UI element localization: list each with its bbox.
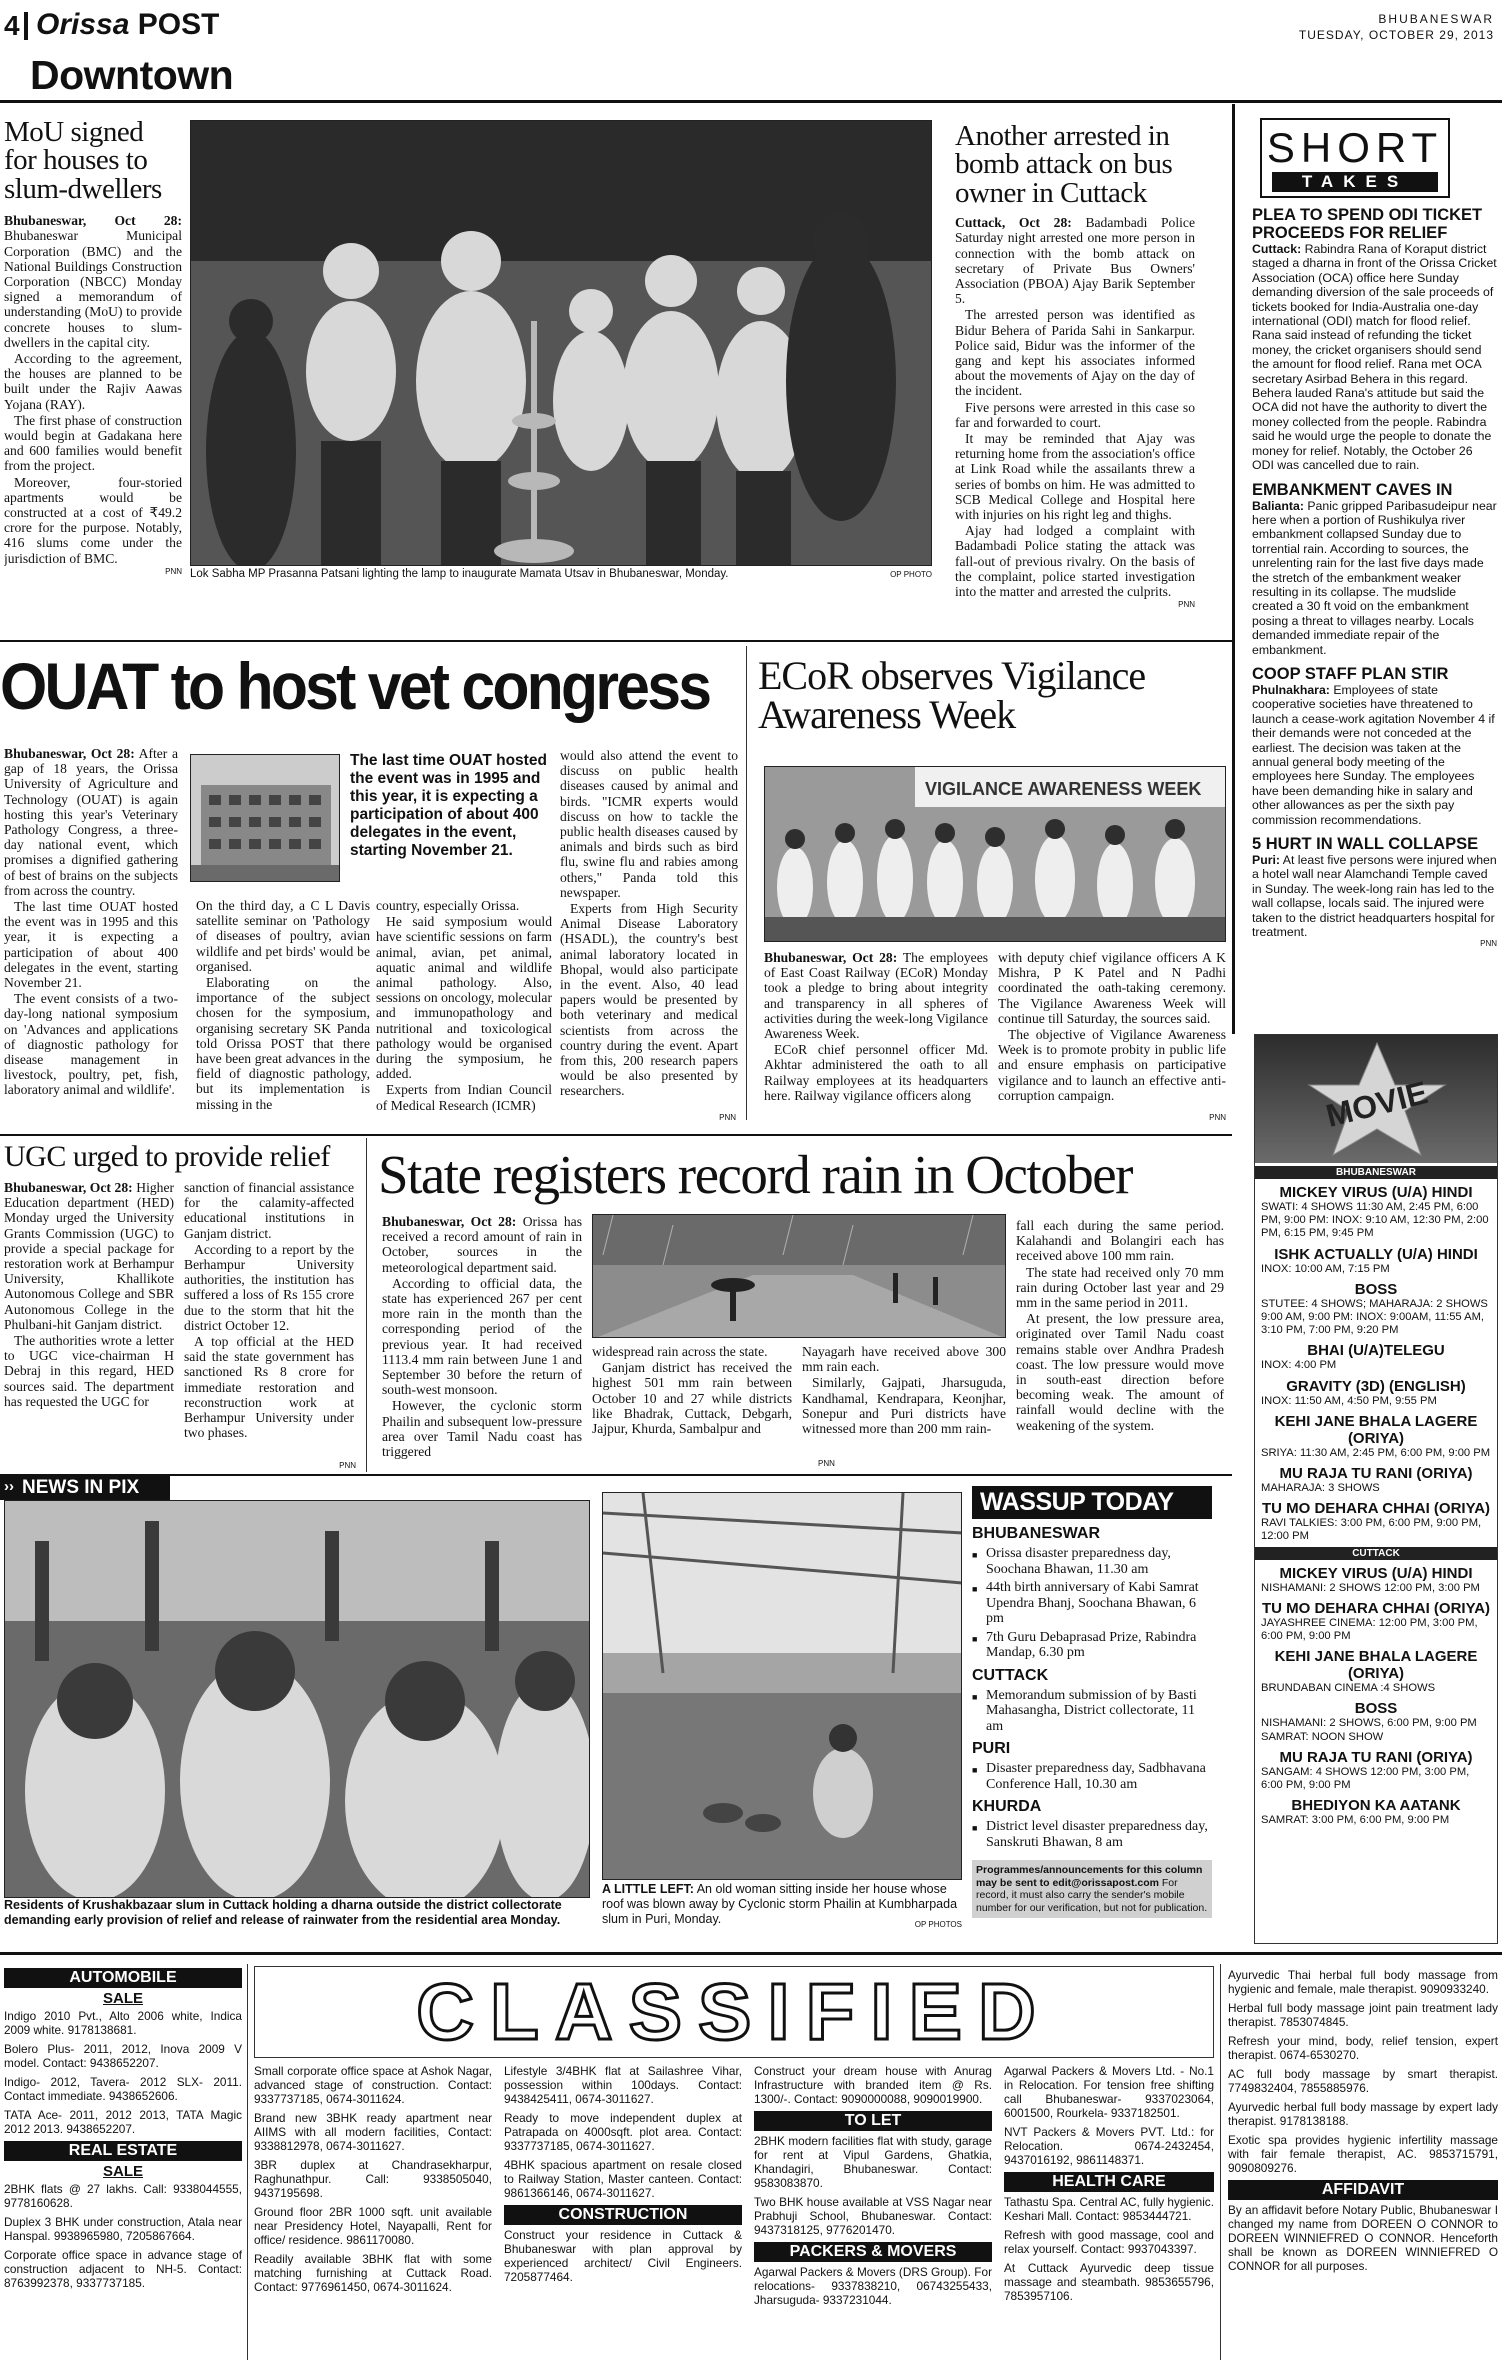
brand-logo: Orissa POST bbox=[36, 8, 220, 41]
movie-name: ISHK ACTUALLY (U/A) HINDI bbox=[1274, 1245, 1478, 1263]
movie-showtimes: INOX: 11:50 AM, 4:50 PM, 9:55 PM bbox=[1261, 1394, 1437, 1407]
movie-name: MU RAJA TU RANI (ORIYA) bbox=[1279, 1748, 1473, 1766]
ouat-pullquote: The last time OUAT hosted the event was in 1995 and this year, it is expecting a participation of about 400 delegates in the event, starting November 21. bbox=[350, 752, 547, 859]
ouat-building-photo bbox=[190, 754, 340, 882]
movie-showtimes: NISHAMANI: 2 SHOWS 12:00 PM, 3:00 PM bbox=[1261, 1581, 1480, 1594]
movie-showtimes: RAVI TALKIES: 3:00 PM, 6:00 PM, 9:00 PM, 12:00 PM bbox=[1261, 1517, 1482, 1543]
top-photo-caption: Lok Sabha MP Prasanna Patsani lighting the lamp to inaugurate Mamata Utsav in Bhubaneswar, Monday. OP PHOTO bbox=[190, 568, 932, 580]
bomb-credit: PNN bbox=[1178, 600, 1195, 610]
movie-showtimes: BRUNDABAN CINEMA :4 SHOWS bbox=[1261, 1682, 1436, 1695]
movie-name: BOSS bbox=[1354, 1700, 1398, 1718]
movie-name: MICKEY VIRUS (U/A) HINDI bbox=[1279, 1564, 1473, 1582]
old-woman-photo bbox=[602, 1492, 962, 1880]
rain-col2: widespread rain across the state. Ganjam district has received the highest 501 mm rain between October 10 and 27 while districts like Bhadrak, Cuttack, Debgarh, Jajpur, Khurda, Sambalpur and bbox=[592, 1344, 792, 1437]
ouat-col4: would also attend the event to discuss on public health diseases caused by animal and birds. "ICMR experts would discuss on how to tackle the public health diseases caused by animals and birds such as bird flu, swine flu and rabies among others," Panda told this newspaper. Experts from High Security Animal Disease Laboratory (HSADL), the country's best animal laboratory located in Bhopal, would also participate in the event. Also, 40 lead papers would be presented by both veterinary and medical scientists from across the country during the event. Apart from this, 200 research papers would be also presented by researchers. bbox=[560, 748, 738, 1099]
mou-story bbox=[4, 118, 182, 638]
movie-banner bbox=[1255, 1035, 1497, 1163]
rain-col4: fall each during the same period. Kalahandi and Bolangiri each has received above 100 mm rain. The state had received only 70 mm rain during October last year and 29 mm in the same period in 2011. At present, the low pressure area, originated over Tamil Nadu coast remains stable over Andhra Pradesh coast. The low pressure would move in south-east direction before becoming weak. The amount of rainfall would decline with the weakening of the system. bbox=[1016, 1218, 1224, 1433]
ugc-headline: UGC urged to provide relief bbox=[4, 1142, 330, 1173]
movie-name: GRAVITY (3D) (ENGLISH) bbox=[1286, 1377, 1466, 1395]
dharna-photo bbox=[4, 1500, 590, 1898]
movie-name: BOSS bbox=[1354, 1280, 1398, 1298]
movie-name: KEHI JANE BHALA LAGERE (ORIYA) bbox=[1274, 1648, 1478, 1683]
movie-title: MOVIE bbox=[1322, 1074, 1432, 1134]
vigilance-oath-photo bbox=[764, 766, 1226, 942]
movie-showtimes: SANGAM: 4 SHOWS 12:00 PM, 3:00 PM, 6:00 PM, 9:00 PM bbox=[1261, 1765, 1470, 1792]
ugc-story: UGC urged to provide relief Bhubaneswar, Oct 28: Higher Education department (HED) Monday urged the University Grants Commission (UGC) to provide a special package for restoration work at Berhampur University, Khallikote Autonomous College and SBR Autonomous College in the Phulbani-hit Ganjam district. The authorities wrote a letter to UGC vice-chairman H Debraj in this regard, HED sources said. The department has requested the UGC for sanction of financial assistance for the calamity-affected educational institutions in Ganjam district. According to a report by the Berhampur University authorities, the institution has suffered a loss of Rs 155 crore due to the storm that hit the district October 12. A top official at the HED said the state government has sanctioned Rs 8 crore for immediate restoration and reconstruction work at Berhampur University under two phases. PNN bbox=[4, 1142, 356, 1470]
short-take-item: COOP STAFF PLAN STIR Phulnakhara: Employees of state cooperative societies have threatened to launch a cease-work agitation November 4 if their demands were not conceded at the earliest. The decision was taken at the annual general body meeting of the employees here Sunday. The employees have been demanding hike in salary and other allowances as per the sixth pay commission recommendations. bbox=[1252, 664, 1495, 827]
classified-col5: Agarwal Packers & Movers Ltd. - No.1 in Relocation. For tension free shifting call Bhubaneswar- 9337023064, 6001500, Rourkela- 9337182501. NVT Packers & Movers PVT. Ltd.: for Relocation. 0674-2432454, 9437016192, 9861148371. HEALTH CARE Tathastu Spa. Central AC, fully hygienic. Keshari Mall. Contact: 9853444721. Refresh with good massage, cool and relax yourself. Contact: 9937043397. At Cuttack Ayurvedic deep tissue massage and steambath. 9853655796, 7853957106. bbox=[1004, 2064, 1214, 2303]
vigilance-banner-text: VIGILANCE AWARENESS WEEK bbox=[925, 779, 1202, 799]
rain-story: State registers record rain in October Bhubaneswar, Oct 28: Orissa has received a record amount of rain in October, sources in the meteorological department said. According to official data, the state has experienced 267 per cent more rain in the month than the corresponding period of the previous year. It had received 1113.4 mm rain between June 1 and September 30 before the return of south-west monsoon. However, the cyclonic storm Phailin and subsequent low-pressure area over Tamil Nadu coast has triggered widespread rain across the state. Ganjam district has received the highest 501 mm rain between October 10 and 27 while districts like Bhadrak, Cuttack, Debgarh, Jajpur, Khurda, Sambalpur and Nayagarh have received above 300 mm rain each. Similarly, Gajpati, Jharsuguda, Kandhamal, Kendrapara, Keonjhar, Sonepur and Puri districts have witnessed more than 200 mm rain- fall each during the same period. Kalahandi and Bolangiri each has received above 100 mm rain. The state had received only 70 mm rain during October last year and 29 mm in the same period in 2011. At present, the low pressure area, originated over Tamil Nadu coast remains stable over Andhra Pradesh coast. The low pressure would move in south-east direction before becoming weak. The amount of rainfall would decline with the weakening of the system. PNN bbox=[378, 1148, 1228, 1470]
movie-showtimes: JAYASHREE CINEMA: 12:00 PM, 3:00 PM, 6:00 PM, 9:00 PM bbox=[1261, 1616, 1478, 1643]
news-in-pix-label: NEWS IN PIX ›› bbox=[0, 1476, 170, 1500]
old-woman-caption: A LITTLE LEFT: An old woman sitting inside her house whose roof was blown away by Cyclonic storm Phailin at Kumbharpada slum in Puri, Monday. OP PHOTOS bbox=[602, 1882, 962, 1929]
wassup-title: WASSUP TODAY bbox=[972, 1486, 1212, 1519]
classified-col3: Lifestyle 3/4BHK flat at Sailashree Vihar, possession within 100days. Contact: 9438425411, 0674-3011627. Ready to move independent duplex at Patrapada on 4000sqft. plot area. Contact: 9337737185, 0674-3011627. 4BHK spacious apartment on resale closed to Railway Station, Master canteen. Contact: 9861366146, 0674-3011627. CONSTRUCTION Construct your residence in Cuttack & Bhubaneswar with plan approval by experienced architect/ Civil Engineers. 7205877464. bbox=[504, 2064, 742, 2284]
movie-name: BHAI (U/A)TELEGU bbox=[1307, 1342, 1445, 1360]
ecor-col2: with deputy chief vigilance officers A K Mishra, P K Patel and N Padhi coordinated the oath-taking ceremony. The Vigilance Awareness Week will continue till Saturday, the sources said. The objective of Vigilance Awareness Week is to promote probity in public life and ensure emphasis on participative vigilance and to launch an effective anti-corruption campaign. bbox=[998, 950, 1226, 1103]
ouat-col1: Bhubaneswar, Oct 28: After a gap of 18 years, the Orissa University of Agriculture and Technology (OUAT) is again hosting this year's Veterinary Pathology Congress, a three-day national event, which promises a dignified gathering of best of brains on the subjects from across the country. The last time OUAT hosted the event was in 1995 and this year, it is expecting a participation of about 400 delegates in the event, starting November 21. The event consists of a two-day-long national symposium on 'Advances and applications of diagnostic pathology for disease management in livestock, poultry, pet, fish, laboratory animal and wildlife'. bbox=[4, 746, 178, 1098]
masthead-city: BHUBANESWAR bbox=[1378, 12, 1494, 26]
short-take-item: EMBANKMENT CAVES IN Balianta: Panic gripped Paribasudeipur near here when a portion of Rushikulya river embankment collapsed Sunday due to torrential rain. According to sources, the unrelenting rain for the last five days made the stretch of the embankment weaker resulting in its collapse. The mudslide created a 30 ft void on the embankment posing a threat to villages nearby. Locals demanded immediate repair of the embankment. bbox=[1252, 480, 1497, 657]
bomb-story bbox=[955, 122, 1195, 634]
ouat-story: OUAT to host vet congress Bhubaneswar, Oct 28: After a gap of 18 years, the Orissa University of Agriculture and Technology (OUAT) is again hosting this year's Veterinary Pathology Congress, a three-day national event, which promises a dignified gathering of best of brains on the subjects from across the country. The last time OUAT hosted the event was in 1995 and this year, it is expecting a participation of about 400 delegates in the event, starting November 21. The event consists of a two-day-long national symposium on 'Advances and applications of diagnostic pathology for disease management in livestock, poultry, pet, fish, laboratory animal and wildlife'. The last time OUAT hosted the event was in 1995 and this year, it is expecting a participation of about 400 delegates in the event, starting November 21. On the third day, a C L Davis satellite seminar on 'Pathology of diseases of poultry, avian wildlife and pet birds' would be organised. Elaborating on the importance of the subject chosen for the symposium, organising secretary SK Panda told Orissa POST that there have been great advances in the field of diagnostic pathology, but its implementation is missing in the country, especially Orissa. He said symposium would have scientific sessions on farm animal, avian, pet animal, aquatic animal and wildlife animal pathology. Also, sessions on oncology, molecular and immunopathology and nutritional and toxicological pathology would be organised during the symposium, he added. Experts from Indian Council of Medical Research (ICMR) would also attend the event to discuss on public health diseases caused by animal and birds. "ICMR experts would discuss on how to tackle the public health diseases caused by animals and birds such as bird flu, swine flu and rabies among others," Panda told this newspaper. Experts from High Security Animal Disease Laboratory (HSADL), the country's best animal laboratory located in Bhopal, would also participate in the event. Also, 40 lead papers would be presented by both veterinary and medical scientists from across the country during the event. Apart from this, 200 research papers would be also presented by researchers. PNN bbox=[0, 649, 738, 1122]
wassup-today: WASSUP TODAY BHUBANESWAR ■ Orissa disaster preparedness day, Soochana Bhawan, 11.30 am ■ 44th birth anniversary of Kabi Samrat Upendra Bhanj, Soochana Bhawan, 6 pm ■ 7th Guru Debaprasad Prize, Rabindra Mandap, 6.30 pm CUTTACK ■ Memorandum submission of by Basti Mahasangha, District collectorate, 11 am PURI ■ Disaster preparedness day, Sadbhavana Conference Hall, 10.30 am KHURDA ■ District level disaster preparedness day, Sanskruti Bhawan, 8 am Programmes/announcements for this column may be sent to edit@orissapost.com For record, it must also carry the sender's mobile number for our verification, but not for publication. bbox=[972, 1486, 1212, 1936]
movie-name: TU MO DEHARA CHHAI (ORIYA) bbox=[1261, 1599, 1491, 1617]
ouat-col3: country, especially Orissa. He said symposium would have scientific sessions on farm animal, avian, pet animal, aquatic animal and wildlife animal pathology. Also, sessions on oncology, molecular and immunopathology and nutritional and toxicological pathology would be organised during the symposium, he added. Experts from Indian Council of Medical Research (ICMR) bbox=[376, 898, 552, 1113]
movie-showtimes: INOX: 4:00 PM bbox=[1261, 1359, 1337, 1372]
classified-section bbox=[0, 1960, 1502, 2362]
short-take-item: 5 HURT IN WALL COLLAPSE Puri: At least five persons were injured when a hotel wall near Alamchandi Temple caved in Sunday. The week-long rain has led to the wall collapse, locals said. The injured were taken to the district headquarters hospital for treatment. bbox=[1252, 835, 1497, 940]
ecor-story: ECoR observes Vigilance Awareness Week VIGILANCE AWARENESS WEEK Bhubaneswar, Oct 28: The employees of East Coast Railway (ECoR) Monday took a pledge to bring about integrity and transparency in all spheres of activities during the week-long Vigilance Awareness Week. ECoR chief personnel officer Md. Akhtar administered the oath to all Railway employees at its headquarters here. Railway vigilance officers along with deputy chief vigilance officers A K Mishra, P K Patel and N Padhi coordinated the oath-taking ceremony. The Vigilance Awareness Week will continue till Saturday, the sources said. The objective of Vigilance Awareness Week is to promote probity in public life and ensure emphasis on participative vigilance and to launch an effective anti-corruption campaign. PNN bbox=[758, 656, 1226, 1122]
mou-headline: MoU signed for houses to slum-dwellers bbox=[4, 118, 162, 205]
ouat-col2: On the third day, a C L Davis satellite seminar on 'Pathology of diseases of poultry, avian wildlife and pet birds' would be organised. Elaborating on the importance of the subject chosen for the symposium, organising secretary SK Panda told Orissa POST that there have been great advances in the field of diagnostic pathology, but its implementation is missing in the bbox=[196, 898, 370, 1112]
classified-automobile: AUTOMOBILE SALE Indigo 2010 Pvt., Alto 2006 white, Indica 2009 white. 9178138681. Bolero Plus- 2011, 2012, Inova 2009 V model. Contact: 9438652207. Indigo- 2012, Tavera- 2012 SLX- 2011. Contact immediate. 9438652606. TATA Ace- 2011, 2012 2013, TATA Magic 2012 2013. 9438652207. REAL ESTATE SALE 2BHK flats @ 27 lakhs. Call: 9338044555, 9778160628. Duplex 3 BHK under construction, Atala near Hanspal. 9938965980, 7205867664. Corporate office space in advance stage of construction adjacent to NH-5. Contact: 8763992378, 9337737185. bbox=[4, 1969, 242, 2290]
classified-col2: Small corporate office space at Ashok Nagar, advanced stage of construction. Contact: 9337737185, 0674-3011624. Brand new 3BHK ready apartment near AIIMS with all modern facilities, Contact: 9338812978, 0674-3011627. 3BR duplex at Chandrasekharpur, Raghunathpur. Call: 9338505040, 9437195698. Ground floor 2BR 1000 sqft. unit available near Presidency Hotel, Nayapalli, Rent for office/ residence. 9861170080. Readily available 3BHK flat with some matching furnishing at Cuttack Road. Contact: 9776961450, 0674-3011624. bbox=[254, 2064, 492, 2294]
movie-showtimes: SAMRAT: 3:00 PM, 6:00 PM, 9:00 PM bbox=[1261, 1814, 1450, 1827]
ecor-headline: ECoR observes Vigilance Awareness Week bbox=[758, 656, 1146, 738]
mou-body: Bhubaneswar, Oct 28: Bhubaneswar Municipal Corporation (BMC) and the National Buildings Construction Corporation (NBCC) Monday signed a memorandum of understanding (MoU) to provide concrete houses to slum-dwellers in the capital city. According to the agreement, the houses are planned to be built under the Rajiv Aawas Yojana (RAY). The first phase of construction would begin at Gadakana here and 600 families would benefit from the project. Moreover, four-storied apartments would be constructed at a cost of ₹49.2 crore for the purpose. Notably, 416 slums come under the jurisdiction of BMC. bbox=[4, 213, 182, 566]
ouat-headline: OUAT to host vet congress bbox=[0, 649, 710, 723]
bomb-headline: Another arrested in bomb attack on bus owner in Cuttack bbox=[955, 122, 1173, 209]
section-title: Downtown bbox=[30, 52, 234, 98]
movie-name: TU MO DEHARA CHHAI (ORIYA) bbox=[1261, 1500, 1491, 1518]
page-number: 4 bbox=[4, 10, 20, 41]
rain-headline: State registers record rain in October bbox=[378, 1148, 1132, 1205]
movie-showtimes: MAHARAJA: 3 SHOWS bbox=[1261, 1482, 1380, 1495]
movie-name: MU RAJA TU RANI (ORIYA) bbox=[1279, 1465, 1473, 1483]
movie-showtimes: INOX: 10:00 AM, 7:15 PM bbox=[1261, 1262, 1390, 1275]
classified-col6: Ayurvedic Thai herbal full body massage from hygienic and female, male therapist. 9090933240. Herbal full body massage joint pain treatment lady therapist. 7853074845. Refresh your mind, body, relief tension, expert therapist. 0674-6530270. AC full body massage by smart therapist. 7749832404, 7855885976. Ayurvedic herbal full body massage by expert lady therapist. 9178138188. Exotic spa provides hygienic infertility massage with fair female therapist, AC. 9853715791, 9090809276. AFFIDAVIT By an affidavit before Notary Public, Bhubaneswar I changed my name from DOREEN O CONNOR to DOREEN WINNIEFRED O CONNOR. Henceforth shall be known as DOREEN WINNIEFRED O CONNOR for all purposes. bbox=[1228, 1968, 1498, 2273]
movie-showtimes: SRIYA: 11:30 AM, 2:45 PM, 6:00 PM, 9:00 PM bbox=[1261, 1446, 1491, 1459]
rain-col1: Bhubaneswar, Oct 28: Orissa has received a record amount of rain in October, sources in the meteorological department said. According to official data, the state has experienced 267 per cent more rain in the month than the corresponding period of the previous year. It had received 1113.4 mm rain between June 1 and September 30 before the return of south-west monsoon. However, the cyclonic storm Phailin and subsequent low-pressure area over Tamil Nadu coast has triggered bbox=[382, 1214, 582, 1460]
movie-showtimes: STUTEE: 4 SHOWS; MAHARAJA: 2 SHOWS 9:00 AM, 9:00 PM: INOX: 9:00AM, 11:55 AM, 3:10 PM, 7:00 PM, 9:20 PM bbox=[1261, 1297, 1488, 1337]
movie-name: KEHI JANE BHALA LAGERE (ORIYA) bbox=[1274, 1412, 1478, 1447]
ugc-col1: Bhubaneswar, Oct 28: Higher Education department (HED) Monday urged the University Grants Commission (UGC) to provide a special package for restoration work at Berhampur University, Khallikote Autonomous College and SBR Autonomous College in the Phulbani-hit Ganjam district. The authorities wrote a letter to UGC vice-chairman H Debraj in this regard, HED sources said. The department has requested the UGC for bbox=[4, 1180, 174, 1409]
movie-showtimes: NISHAMANI: 2 SHOWS, 6:00 PM, 9:00 PM SAMRAT: NOON SHOW bbox=[1261, 1717, 1477, 1743]
short-take-item: PLEA TO SPEND ODI TICKET PROCEEDS FOR RELIEF Cuttack: Rabindra Rana of Koraput district staged a dharna in front of the Orissa Cricket Association (OCA) office here Sunday demanding diversion of the sale proceeds of tickets booked for India-Australia one-day international (ODI) match for flood relief. Rana said instead of refunding the ticket money, the cricket organisers should send the amount for flood relief. Rana met OCA secretary Asirbad Behera in this regard. Behera lauded Rana's attitude but said the OCA did not have the authority to divert the money collected from the people. Rabindra said he would urge the people to donate the money for relief. Notably, the October 26 ODI was cancelled due to rain. bbox=[1252, 206, 1497, 473]
movie-listings: MOVIE BHUBANESWAR MICKEY VIRUS (U/A) HINDI SWATI: 4 SHOWS 11:30 AM, 2:45 PM, 6:00 PM, 9:00 PM: INOX: 9:10 AM, 12:30 PM, 2:00 PM, 6:15 PM, 9:45 PM ISHK ACTUALLY (U/A) HINDI INOX: 10:00 AM, 7:15 PM BOSS STUTEE: 4 SHOWS; MAHARAJA: 2 SHOWS 9:00 AM, 9:00 PM: INOX: 9:00AM, 11:55 AM, 3:10 PM, 7:00 PM, 9:20 PM BHAI (U/A)TELEGU INOX: 4:00 PM GRAVITY (3D) (ENGLISH) INOX: 11:50 AM, 4:50 PM, 9:55 PM KEHI JANE BHALA LAGERE (ORIYA) SRIYA: 11:30 AM, 2:45 PM, 6:00 PM, 9:00 PM MU RAJA TU RANI (ORIYA) MAHARAJA: 3 SHOWS TU MO DEHARA CHHAI (ORIYA) RAVI TALKIES: 3:00 PM, 6:00 PM, 9:00 PM, 12:00 PM CUTTACK MICKEY VIRUS (U/A) HINDI NISHAMANI: 2 SHOWS 12:00 PM, 3:00 PM TU MO DEHARA CHHAI (ORIYA) JAYASHREE CINEMA: 12:00 PM, 3:00 PM, 6:00 PM, 9:00 PM KEHI JANE BHALA LAGERE (ORIYA) BRUNDABAN CINEMA :4 SHOWS BOSS NISHAMANI: 2 SHOWS, 6:00 PM, 9:00 PM SAMRAT: NOON SHOW MU RAJA TU RANI (ORIYA) SANGAM: 4 SHOWS 12:00 PM, 3:00 PM, 6:00 PM, 9:00 PM BHEDIYON KA AATANK SAMRAT: 3:00 PM, 6:00 PM, 9:00 PM bbox=[1254, 1034, 1498, 1944]
ugc-col2: sanction of financial assistance for the calamity-affected educational institutions in Ganjam district. According to a report by the Berhampur University authorities, the institution has suffered a loss of Rs 155 crore due to the storm that hit the district October 12. A top official at the HED said the state government has sanctioned Rs 8 crore for immediate restoration and reconstruction work at Berhampur University under two phases. bbox=[184, 1180, 354, 1441]
rain-col3: Nayagarh have received above 300 mm rain each. Similarly, Gajpati, Jharsuguda, Kandhamal, Kendrapara, Keonjhar, Sonepur and Puri districts have witnessed more than 200 mm rain- bbox=[802, 1344, 1006, 1437]
wassup-note: Programmes/announcements for this column may be sent to edit@orissapost.com For record, it must also carry the sender's mobile number for our verification, but not for publication. bbox=[972, 1860, 1212, 1918]
movie-showtimes: SWATI: 4 SHOWS 11:30 AM, 2:45 PM, 6:00 PM, 9:00 PM: INOX: 9:10 AM, 12:30 PM, 2:00 PM, 6:15 PM, 9:45 PM bbox=[1261, 1201, 1489, 1240]
short-takes-logo: SHORT TAKES bbox=[1260, 118, 1450, 198]
rain-photo bbox=[592, 1214, 1006, 1338]
bomb-body: Cuttack, Oct 28: Badambadi Police Saturday night arrested one more person in connection with the bomb attack on secretary of Private Bus Owners' Association (PBOA) Ajay Barik September 5. The arrested person was identified as Bidur Behera of Parida Sahi in Sankarpur. Police said, Bidur was the informer of the gang and kept his associates informed about the movements of Ajay on the day of the incident. Five persons were arrested in this case so far and forwarded to court. It may be reminded that Ajay was returning home from the association's office at Link Road while the assailants threw a series of bombs on him. He was admitted to SCB Medical College and Hospital here with injuries on his right leg and thighs. Ajay had lodged a complaint with Badambadi Police stating the attack was fall-out of previous rivalry. On the basis of the complaint, police started investigation into the matter and arrested the culprits. bbox=[955, 215, 1195, 600]
masthead bbox=[0, 0, 1502, 104]
dharna-caption: Residents of Krushakbazaar slum in Cuttack holding a dharna outside the district collectorate demanding early provision of relief and release of rainwater from the residential area Monday. bbox=[4, 1898, 562, 1927]
movie-name: BHEDIYON KA AATANK bbox=[1291, 1797, 1461, 1815]
ecor-col1: Bhubaneswar, Oct 28: The employees of East Coast Railway (ECoR) Monday took a pledge to bring about integrity and transparency in all spheres of activities during the week-long Vigilance Awareness Week. ECoR chief personnel officer Md. Akhtar administered the oath to all Railway employees at its headquarters here. Railway vigilance officers along bbox=[764, 950, 988, 1103]
classified-col4: Construct your dream house with Anurag Infrastructure with branded item @ Rs. 1300/-. Contact: 9090000088, 9090019900. TO LET 2BHK modern facilities flat with study, garage for rent at Vipul Gardens, Ghatkia, Khandagiri, Bhubaneswar. Contact: 9583083870. Two BHK house available at VSS Nagar near Prabhuji School, Bhubaneswar. Contact: 9437318125, 9776201470. PACKERS & MOVERS Agarwal Packers & Movers (DRS Group). For relocations- 9337838210, 06743255433, Jharsuguda- 9337231044. bbox=[754, 2064, 992, 2307]
movie-name: MICKEY VIRUS (U/A) HINDI bbox=[1279, 1184, 1473, 1201]
masthead-date: TUESDAY, OCTOBER 29, 2013 bbox=[1298, 28, 1494, 42]
short-takes: SHORT TAKES PLEA TO SPEND ODI TICKET PROCEEDS FOR RELIEF Cuttack: Rabindra Rana of Koraput district staged a dharna in front of the Orissa Cricket Association (OCA) office here Sunday demanding diversion of the sale proceeds of tickets booked for India-Australia one-day international (ODI) match for flood relief. Rana said instead of refunding the ticket money, the cricket organisers should send the amount for flood relief. Rana met OCA secretary Asirbad Behera in this regard. Behera lauded Rana's attitude but said the OCA did not have the authority to divert the money collected from the people. Rabindra said he would urge the people to donate the money for relief. Notably, the October 26 ODI was cancelled due to rain. EMBANKMENT CAVES IN Balianta: Panic gripped Paribasudeipur near here when a portion of Rushikulya river embankment collapsed Sunday due to torrential rain. According to sources, the unrelenting rain for the last five days made the stretch of the embankment weaker resulting in its collapse. The mudslide created a 30 ft void on the embankment posing a threat to villages nearby. Locals demanded immediate repair of the embankment. COOP STAFF PLAN STIR Phulnakhara: Employees of state cooperative societies have threatened to launch a cease-work agitation November 4 if their demands were not conceded at the earliest. The decision was taken at the annual general body meeting of the employees here Sunday. The employees have been demanding hike in salary and other allowances as per the sixth pay commission recommendations. 5 HURT IN WALL COLLAPSE Puri: At least five persons were injured when a hotel wall near Alamchandi Temple caved in Sunday. The week-long rain has led to the wall collapse, locals said. The injured were taken to the district headquarters hospital for treatment. PNN bbox=[1252, 118, 1497, 1008]
classified-title: CLASSIFIED bbox=[254, 1966, 1214, 2058]
mou-credit: PNN bbox=[165, 566, 182, 576]
lamp-lighting-photo bbox=[190, 120, 932, 566]
